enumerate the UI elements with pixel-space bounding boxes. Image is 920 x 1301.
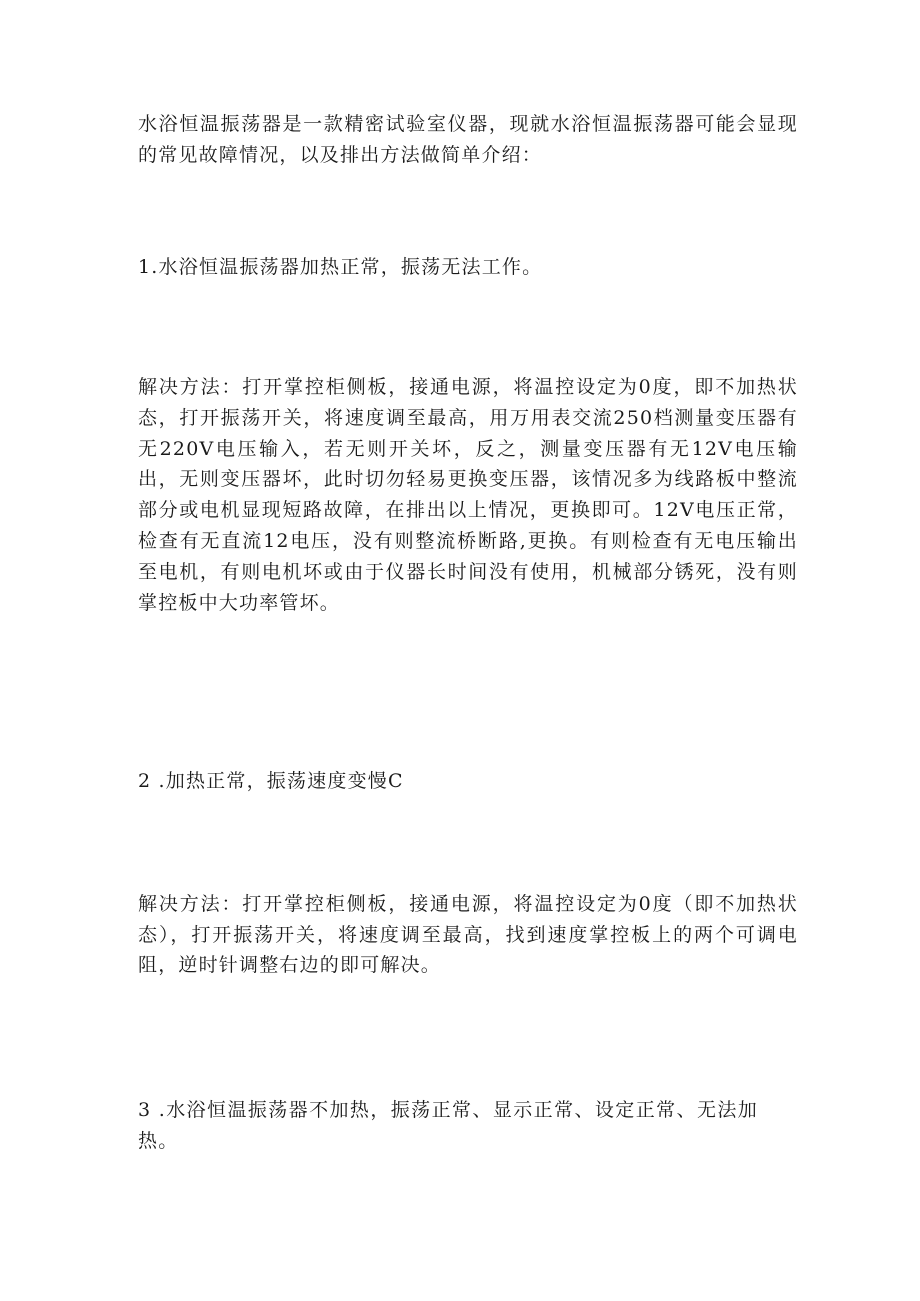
intro-paragraph: 水浴恒温振荡器是一款精密试验室仪器，现就水浴恒温振荡器可能会显现的常见故障情况，以及排出方法做简单介绍： (138, 113, 798, 166)
section-2-heading: 2 .加热正常，振荡速度变慢C (138, 770, 404, 792)
section-1-heading: 1.水浴恒温振荡器加热正常，振荡无法工作。 (138, 256, 543, 278)
section-3-heading: 3 .水浴恒温振荡器不加热，振荡正常、显示正常、设定正常、无法加热。 (138, 1099, 758, 1152)
section-1-solution: 解决方法：打开掌控柜侧板，接通电源，将温控设定为0度，即不加热状态，打开振荡开关，将速度调至最高，用万用表交流250档测量变压器有无220V电压输入，若无则开关坏，反之，测量变压器有无12V电压输出，无则变压器坏，此时切勿轻易更换变压器，该情况多为线路板中整流部分或电机显现短路故障，在排出以上情况，更换即可。12V电压正常，检查有无直流12电压，没有则整流桥断路,更换。有则检查有无电压输出至电机，有则电机坏或由于仪器长时间没有使用，机械部分锈死，没有则掌控板中大功率管坏。 (138, 376, 798, 614)
section-2-solution: 解决方法：打开掌控柜侧板，接通电源，将温控设定为0度（即不加热状态），打开振荡开关，将速度调至最高，找到速度掌控板上的两个可调电阻，逆时针调整右边的即可解决。 (138, 893, 798, 976)
